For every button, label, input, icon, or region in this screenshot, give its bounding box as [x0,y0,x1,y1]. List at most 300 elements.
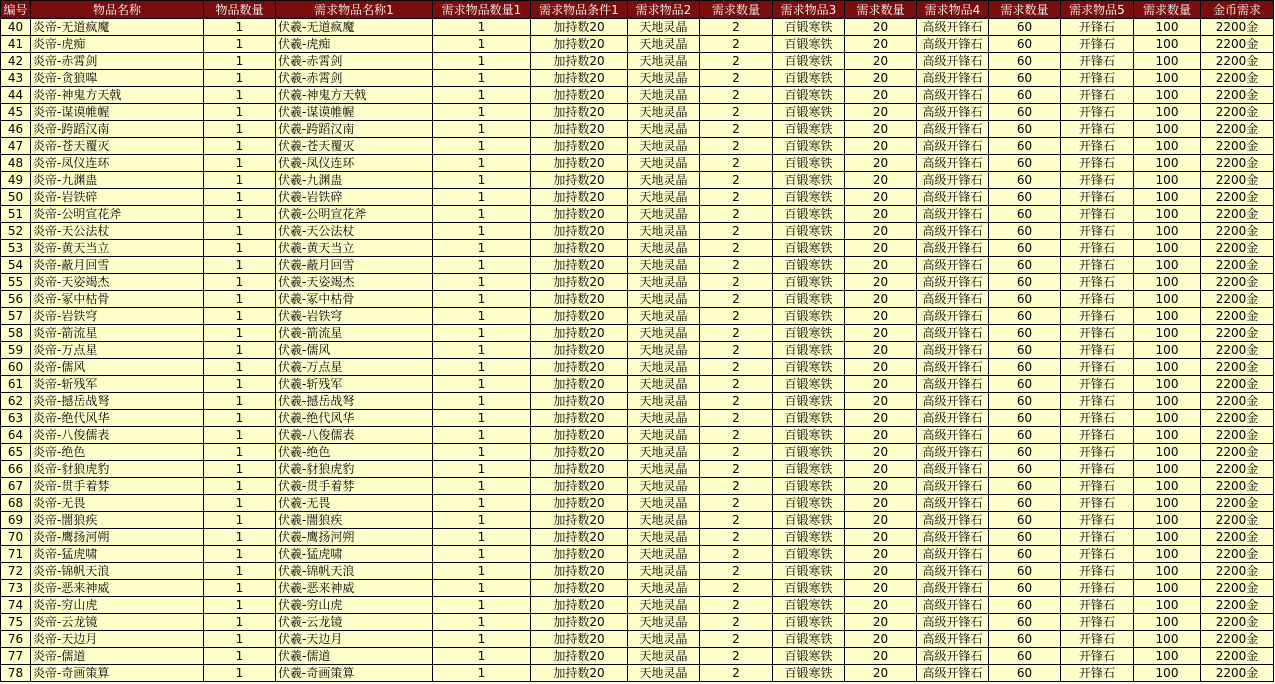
cell-req-item-5[interactable]: 开锋石 [1061,36,1134,53]
cell-req-qty-1[interactable]: 1 [433,240,531,257]
cell-req-item-5[interactable]: 开锋石 [1061,206,1134,223]
cell-item-name[interactable]: 炎帝-跨蹈汉南 [31,121,204,138]
cell-item-name[interactable]: 炎帝-岩铁碎 [31,189,204,206]
cell-req-qty-5[interactable]: 100 [1134,342,1201,359]
cell-gold[interactable]: 2200金 [1201,155,1274,172]
cell-req-qty-4[interactable]: 60 [989,121,1061,138]
cell-req-cond-1[interactable]: 加持数20 [531,257,628,274]
cell-req-cond-1[interactable]: 加持数20 [531,495,628,512]
cell-req-item-3[interactable]: 百锻寒铁 [773,155,845,172]
cell-id[interactable]: 64 [1,427,31,444]
cell-gold[interactable]: 2200金 [1201,87,1274,104]
cell-req-qty-2[interactable]: 2 [700,104,773,121]
cell-req-qty-3[interactable]: 20 [845,597,917,614]
cell-req-qty-4[interactable]: 60 [989,325,1061,342]
cell-req-item-5[interactable]: 开锋石 [1061,19,1134,36]
cell-item-qty[interactable]: 1 [204,648,276,665]
cell-req-item-5[interactable]: 开锋石 [1061,597,1134,614]
cell-req-qty-2[interactable]: 2 [700,410,773,427]
cell-req-item-2[interactable]: 天地灵晶 [628,427,700,444]
cell-req-qty-1[interactable]: 1 [433,70,531,87]
cell-req-qty-2[interactable]: 2 [700,291,773,308]
cell-req-qty-4[interactable]: 60 [989,631,1061,648]
cell-item-name[interactable]: 炎帝-九渊蛊 [31,172,204,189]
cell-req-item-2[interactable]: 天地灵晶 [628,240,700,257]
cell-req-item-4[interactable]: 高级开锋石 [917,308,989,325]
cell-req-qty-4[interactable]: 60 [989,614,1061,631]
cell-item-qty[interactable]: 1 [204,376,276,393]
cell-req-item-3[interactable]: 百锻寒铁 [773,104,845,121]
cell-item-name[interactable]: 炎帝-天边月 [31,631,204,648]
cell-req-qty-5[interactable]: 100 [1134,257,1201,274]
cell-req-item-1[interactable]: 伏羲-贯手着棼 [276,478,433,495]
cell-req-qty-5[interactable]: 100 [1134,19,1201,36]
cell-req-item-1[interactable]: 伏羲-赤霄剑 [276,53,433,70]
cell-req-qty-2[interactable]: 2 [700,308,773,325]
cell-req-qty-1[interactable]: 1 [433,631,531,648]
cell-req-qty-5[interactable]: 100 [1134,70,1201,87]
cell-req-item-3[interactable]: 百锻寒铁 [773,648,845,665]
cell-req-item-3[interactable]: 百锻寒铁 [773,189,845,206]
cell-id[interactable]: 40 [1,19,31,36]
cell-req-item-4[interactable]: 高级开锋石 [917,223,989,240]
cell-req-cond-1[interactable]: 加持数20 [531,529,628,546]
cell-req-item-2[interactable]: 天地灵晶 [628,70,700,87]
cell-req-qty-5[interactable]: 100 [1134,138,1201,155]
cell-item-name[interactable]: 炎帝-蔽月回雪 [31,257,204,274]
cell-req-item-3[interactable]: 百锻寒铁 [773,240,845,257]
cell-item-name[interactable]: 炎帝-黄天当立 [31,240,204,257]
cell-req-item-4[interactable]: 高级开锋石 [917,155,989,172]
cell-req-qty-1[interactable]: 1 [433,529,531,546]
cell-req-cond-1[interactable]: 加持数20 [531,325,628,342]
cell-req-item-1[interactable]: 伏羲-神鬼方天戟 [276,87,433,104]
cell-gold[interactable]: 2200金 [1201,580,1274,597]
cell-item-qty[interactable]: 1 [204,614,276,631]
cell-req-qty-3[interactable]: 20 [845,104,917,121]
cell-req-item-5[interactable]: 开锋石 [1061,563,1134,580]
cell-item-qty[interactable]: 1 [204,19,276,36]
cell-req-cond-1[interactable]: 加持数20 [531,53,628,70]
cell-req-qty-3[interactable]: 20 [845,189,917,206]
cell-item-name[interactable]: 炎帝-冢中枯骨 [31,291,204,308]
cell-req-qty-2[interactable]: 2 [700,614,773,631]
cell-req-item-3[interactable]: 百锻寒铁 [773,444,845,461]
cell-req-qty-2[interactable]: 2 [700,393,773,410]
cell-req-qty-1[interactable]: 1 [433,648,531,665]
cell-req-qty-2[interactable]: 2 [700,665,773,682]
cell-req-item-3[interactable]: 百锻寒铁 [773,138,845,155]
cell-req-item-4[interactable]: 高级开锋石 [917,257,989,274]
cell-req-item-5[interactable]: 开锋石 [1061,53,1134,70]
cell-req-item-3[interactable]: 百锻寒铁 [773,461,845,478]
cell-req-qty-3[interactable]: 20 [845,478,917,495]
cell-item-name[interactable]: 炎帝-穷山虎 [31,597,204,614]
cell-req-qty-2[interactable]: 2 [700,478,773,495]
cell-req-qty-3[interactable]: 20 [845,444,917,461]
cell-req-qty-4[interactable]: 60 [989,70,1061,87]
cell-req-item-4[interactable]: 高级开锋石 [917,274,989,291]
cell-req-qty-2[interactable]: 2 [700,138,773,155]
cell-req-item-2[interactable]: 天地灵晶 [628,342,700,359]
cell-gold[interactable]: 2200金 [1201,359,1274,376]
cell-req-qty-3[interactable]: 20 [845,138,917,155]
cell-id[interactable]: 67 [1,478,31,495]
cell-req-item-2[interactable]: 天地灵晶 [628,444,700,461]
cell-req-item-4[interactable]: 高级开锋石 [917,495,989,512]
column-header-req-item-4[interactable]: 需求物品4 [917,1,989,19]
cell-req-item-5[interactable]: 开锋石 [1061,138,1134,155]
cell-req-cond-1[interactable]: 加持数20 [531,291,628,308]
cell-gold[interactable]: 2200金 [1201,138,1274,155]
cell-req-qty-1[interactable]: 1 [433,546,531,563]
cell-req-item-3[interactable]: 百锻寒铁 [773,614,845,631]
cell-req-item-5[interactable]: 开锋石 [1061,223,1134,240]
cell-req-item-3[interactable]: 百锻寒铁 [773,223,845,240]
cell-id[interactable]: 52 [1,223,31,240]
cell-req-qty-5[interactable]: 100 [1134,648,1201,665]
column-header-req-qty-3[interactable]: 需求数量 [845,1,917,19]
cell-req-item-5[interactable]: 开锋石 [1061,172,1134,189]
cell-req-qty-2[interactable]: 2 [700,121,773,138]
cell-req-item-4[interactable]: 高级开锋石 [917,104,989,121]
cell-item-qty[interactable]: 1 [204,359,276,376]
cell-req-cond-1[interactable]: 加持数20 [531,206,628,223]
cell-item-name[interactable]: 炎帝-贪狼嗥 [31,70,204,87]
cell-req-qty-2[interactable]: 2 [700,495,773,512]
cell-req-item-1[interactable]: 伏羲-绝代风华 [276,410,433,427]
cell-req-item-1[interactable]: 伏羲-八俊儒表 [276,427,433,444]
cell-req-qty-2[interactable]: 2 [700,206,773,223]
cell-req-qty-1[interactable]: 1 [433,189,531,206]
cell-req-item-1[interactable]: 伏羲-黄天当立 [276,240,433,257]
cell-req-cond-1[interactable]: 加持数20 [531,563,628,580]
cell-req-qty-4[interactable]: 60 [989,104,1061,121]
cell-req-item-4[interactable]: 高级开锋石 [917,206,989,223]
cell-req-cond-1[interactable]: 加持数20 [531,546,628,563]
cell-req-item-4[interactable]: 高级开锋石 [917,580,989,597]
cell-req-item-4[interactable]: 高级开锋石 [917,342,989,359]
cell-req-item-4[interactable]: 高级开锋石 [917,427,989,444]
cell-req-item-3[interactable]: 百锻寒铁 [773,70,845,87]
cell-req-item-3[interactable]: 百锻寒铁 [773,512,845,529]
cell-gold[interactable]: 2200金 [1201,206,1274,223]
cell-req-item-3[interactable]: 百锻寒铁 [773,53,845,70]
cell-req-qty-5[interactable]: 100 [1134,495,1201,512]
cell-req-qty-3[interactable]: 20 [845,70,917,87]
cell-req-item-3[interactable]: 百锻寒铁 [773,36,845,53]
cell-gold[interactable]: 2200金 [1201,308,1274,325]
cell-req-qty-5[interactable]: 100 [1134,308,1201,325]
cell-req-item-1[interactable]: 伏羲-天边月 [276,631,433,648]
cell-req-item-2[interactable]: 天地灵晶 [628,172,700,189]
cell-req-item-2[interactable]: 天地灵晶 [628,461,700,478]
cell-req-qty-5[interactable]: 100 [1134,597,1201,614]
cell-req-item-5[interactable]: 开锋石 [1061,189,1134,206]
cell-req-cond-1[interactable]: 加持数20 [531,444,628,461]
cell-item-qty[interactable]: 1 [204,393,276,410]
cell-req-item-2[interactable]: 天地灵晶 [628,648,700,665]
cell-req-item-2[interactable]: 天地灵晶 [628,410,700,427]
cell-req-qty-3[interactable]: 20 [845,631,917,648]
cell-req-item-4[interactable]: 高级开锋石 [917,546,989,563]
cell-req-qty-4[interactable]: 60 [989,172,1061,189]
cell-item-qty[interactable]: 1 [204,104,276,121]
cell-req-qty-1[interactable]: 1 [433,512,531,529]
cell-req-cond-1[interactable]: 加持数20 [531,121,628,138]
column-header-id[interactable]: 编号 [1,1,31,19]
cell-req-item-5[interactable]: 开锋石 [1061,257,1134,274]
cell-req-qty-3[interactable]: 20 [845,376,917,393]
cell-req-cond-1[interactable]: 加持数20 [531,376,628,393]
cell-req-qty-2[interactable]: 2 [700,529,773,546]
cell-gold[interactable]: 2200金 [1201,342,1274,359]
cell-req-qty-5[interactable]: 100 [1134,563,1201,580]
cell-gold[interactable]: 2200金 [1201,240,1274,257]
cell-req-qty-5[interactable]: 100 [1134,512,1201,529]
cell-req-item-5[interactable]: 开锋石 [1061,427,1134,444]
cell-gold[interactable]: 2200金 [1201,325,1274,342]
cell-req-qty-5[interactable]: 100 [1134,172,1201,189]
cell-req-qty-5[interactable]: 100 [1134,325,1201,342]
cell-item-name[interactable]: 炎帝-绝色 [31,444,204,461]
cell-req-item-3[interactable]: 百锻寒铁 [773,342,845,359]
cell-req-cond-1[interactable]: 加持数20 [531,427,628,444]
cell-req-qty-2[interactable]: 2 [700,597,773,614]
cell-req-item-1[interactable]: 伏羲-冢中枯骨 [276,291,433,308]
cell-req-qty-2[interactable]: 2 [700,546,773,563]
cell-req-item-1[interactable]: 伏羲-无道疯魔 [276,19,433,36]
cell-gold[interactable]: 2200金 [1201,70,1274,87]
cell-req-qty-3[interactable]: 20 [845,614,917,631]
cell-req-item-3[interactable]: 百锻寒铁 [773,597,845,614]
cell-item-name[interactable]: 炎帝-苍天覆灭 [31,138,204,155]
cell-req-item-2[interactable]: 天地灵晶 [628,291,700,308]
cell-req-qty-5[interactable]: 100 [1134,223,1201,240]
cell-item-qty[interactable]: 1 [204,631,276,648]
cell-req-item-1[interactable]: 伏羲-鹰扬河朔 [276,529,433,546]
cell-item-name[interactable]: 炎帝-无畏 [31,495,204,512]
cell-req-qty-5[interactable]: 100 [1134,461,1201,478]
cell-gold[interactable]: 2200金 [1201,104,1274,121]
cell-gold[interactable]: 2200金 [1201,257,1274,274]
cell-req-qty-3[interactable]: 20 [845,563,917,580]
cell-req-qty-2[interactable]: 2 [700,648,773,665]
cell-gold[interactable]: 2200金 [1201,461,1274,478]
cell-req-item-3[interactable]: 百锻寒铁 [773,325,845,342]
cell-item-qty[interactable]: 1 [204,444,276,461]
cell-req-qty-4[interactable]: 60 [989,597,1061,614]
cell-req-item-3[interactable]: 百锻寒铁 [773,393,845,410]
column-header-item-qty[interactable]: 物品数量 [204,1,276,19]
cell-req-qty-5[interactable]: 100 [1134,631,1201,648]
cell-req-item-2[interactable]: 天地灵晶 [628,393,700,410]
cell-req-item-4[interactable]: 高级开锋石 [917,121,989,138]
cell-req-item-5[interactable]: 开锋石 [1061,308,1134,325]
cell-req-item-2[interactable]: 天地灵晶 [628,512,700,529]
cell-gold[interactable]: 2200金 [1201,529,1274,546]
cell-req-item-5[interactable]: 开锋石 [1061,376,1134,393]
cell-gold[interactable]: 2200金 [1201,223,1274,240]
column-header-req-qty-5[interactable]: 需求数量 [1134,1,1201,19]
cell-req-item-1[interactable]: 伏羲-箭流星 [276,325,433,342]
cell-gold[interactable]: 2200金 [1201,376,1274,393]
cell-req-qty-1[interactable]: 1 [433,257,531,274]
cell-req-item-2[interactable]: 天地灵晶 [628,274,700,291]
cell-item-name[interactable]: 炎帝-绝代风华 [31,410,204,427]
cell-item-qty[interactable]: 1 [204,563,276,580]
cell-req-qty-5[interactable]: 100 [1134,104,1201,121]
cell-req-qty-4[interactable]: 60 [989,410,1061,427]
cell-item-name[interactable]: 炎帝-恶来神威 [31,580,204,597]
cell-id[interactable]: 65 [1,444,31,461]
cell-gold[interactable]: 2200金 [1201,546,1274,563]
cell-req-qty-1[interactable]: 1 [433,291,531,308]
cell-id[interactable]: 71 [1,546,31,563]
cell-id[interactable]: 75 [1,614,31,631]
cell-req-item-4[interactable]: 高级开锋石 [917,512,989,529]
cell-req-qty-1[interactable]: 1 [433,478,531,495]
cell-req-qty-1[interactable]: 1 [433,87,531,104]
cell-item-qty[interactable]: 1 [204,240,276,257]
cell-req-item-5[interactable]: 开锋石 [1061,546,1134,563]
cell-req-qty-3[interactable]: 20 [845,359,917,376]
cell-req-cond-1[interactable]: 加持数20 [531,36,628,53]
cell-req-item-4[interactable]: 高级开锋石 [917,478,989,495]
cell-item-qty[interactable]: 1 [204,257,276,274]
cell-req-qty-3[interactable]: 20 [845,512,917,529]
cell-req-item-5[interactable]: 开锋石 [1061,461,1134,478]
cell-req-qty-5[interactable]: 100 [1134,478,1201,495]
cell-item-qty[interactable]: 1 [204,53,276,70]
cell-item-qty[interactable]: 1 [204,325,276,342]
cell-req-item-1[interactable]: 伏羲-跨蹈汉南 [276,121,433,138]
cell-req-item-2[interactable]: 天地灵晶 [628,223,700,240]
cell-req-item-3[interactable]: 百锻寒铁 [773,529,845,546]
cell-req-qty-2[interactable]: 2 [700,342,773,359]
cell-item-qty[interactable]: 1 [204,427,276,444]
cell-req-item-4[interactable]: 高级开锋石 [917,410,989,427]
cell-req-qty-3[interactable]: 20 [845,240,917,257]
cell-gold[interactable]: 2200金 [1201,665,1274,682]
cell-req-qty-3[interactable]: 20 [845,546,917,563]
cell-gold[interactable]: 2200金 [1201,393,1274,410]
cell-id[interactable]: 66 [1,461,31,478]
cell-gold[interactable]: 2200金 [1201,444,1274,461]
cell-req-qty-3[interactable]: 20 [845,495,917,512]
cell-req-item-2[interactable]: 天地灵晶 [628,597,700,614]
cell-req-qty-1[interactable]: 1 [433,53,531,70]
cell-req-item-3[interactable]: 百锻寒铁 [773,121,845,138]
cell-item-qty[interactable]: 1 [204,36,276,53]
column-header-gold[interactable]: 金币需求 [1201,1,1274,19]
cell-req-item-5[interactable]: 开锋石 [1061,104,1134,121]
cell-req-qty-2[interactable]: 2 [700,189,773,206]
column-header-req-qty-1[interactable]: 需求物品数量1 [433,1,531,19]
cell-req-qty-1[interactable]: 1 [433,308,531,325]
cell-req-item-1[interactable]: 伏羲-闇狼疾 [276,512,433,529]
cell-req-qty-1[interactable]: 1 [433,410,531,427]
cell-id[interactable]: 62 [1,393,31,410]
cell-req-item-5[interactable]: 开锋石 [1061,631,1134,648]
cell-req-qty-4[interactable]: 60 [989,206,1061,223]
cell-req-cond-1[interactable]: 加持数20 [531,393,628,410]
cell-req-item-4[interactable]: 高级开锋石 [917,53,989,70]
cell-item-name[interactable]: 炎帝-儒道 [31,648,204,665]
cell-gold[interactable]: 2200金 [1201,427,1274,444]
cell-req-item-1[interactable]: 伏羲-岩铁穹 [276,308,433,325]
cell-req-qty-4[interactable]: 60 [989,444,1061,461]
cell-gold[interactable]: 2200金 [1201,563,1274,580]
cell-req-item-3[interactable]: 百锻寒铁 [773,563,845,580]
cell-req-item-3[interactable]: 百锻寒铁 [773,631,845,648]
cell-id[interactable]: 74 [1,597,31,614]
cell-gold[interactable]: 2200金 [1201,512,1274,529]
cell-req-qty-2[interactable]: 2 [700,87,773,104]
cell-req-qty-4[interactable]: 60 [989,359,1061,376]
cell-id[interactable]: 54 [1,257,31,274]
cell-req-item-1[interactable]: 伏羲-谋谟帷幄 [276,104,433,121]
cell-req-item-2[interactable]: 天地灵晶 [628,19,700,36]
cell-id[interactable]: 78 [1,665,31,682]
cell-req-item-5[interactable]: 开锋石 [1061,155,1134,172]
cell-gold[interactable]: 2200金 [1201,19,1274,36]
cell-req-item-2[interactable]: 天地灵晶 [628,189,700,206]
cell-req-qty-3[interactable]: 20 [845,121,917,138]
cell-req-qty-5[interactable]: 100 [1134,87,1201,104]
cell-req-qty-5[interactable]: 100 [1134,240,1201,257]
cell-req-item-1[interactable]: 伏羲-斩残军 [276,376,433,393]
cell-req-qty-4[interactable]: 60 [989,53,1061,70]
cell-req-cond-1[interactable]: 加持数20 [531,87,628,104]
cell-req-qty-3[interactable]: 20 [845,291,917,308]
cell-req-qty-5[interactable]: 100 [1134,444,1201,461]
cell-gold[interactable]: 2200金 [1201,495,1274,512]
cell-req-qty-4[interactable]: 60 [989,580,1061,597]
cell-gold[interactable]: 2200金 [1201,121,1274,138]
cell-req-qty-4[interactable]: 60 [989,393,1061,410]
column-header-req-cond-1[interactable]: 需求物品条件1 [531,1,628,19]
column-header-item-name[interactable]: 物品名称 [31,1,204,19]
cell-req-cond-1[interactable]: 加持数20 [531,597,628,614]
cell-req-qty-2[interactable]: 2 [700,461,773,478]
cell-req-qty-2[interactable]: 2 [700,376,773,393]
cell-req-item-1[interactable]: 伏羲-凤仪连环 [276,155,433,172]
cell-req-qty-3[interactable]: 20 [845,36,917,53]
cell-gold[interactable]: 2200金 [1201,53,1274,70]
cell-req-item-5[interactable]: 开锋石 [1061,291,1134,308]
cell-req-item-4[interactable]: 高级开锋石 [917,70,989,87]
cell-item-name[interactable]: 炎帝-万点星 [31,342,204,359]
cell-req-qty-2[interactable]: 2 [700,427,773,444]
cell-req-cond-1[interactable]: 加持数20 [531,189,628,206]
cell-req-qty-1[interactable]: 1 [433,121,531,138]
cell-req-qty-2[interactable]: 2 [700,240,773,257]
cell-req-item-2[interactable]: 天地灵晶 [628,631,700,648]
cell-req-qty-5[interactable]: 100 [1134,529,1201,546]
cell-req-item-1[interactable]: 伏羲-赤霄剑 [276,70,433,87]
cell-req-item-1[interactable]: 伏羲-公明宣花斧 [276,206,433,223]
cell-req-item-4[interactable]: 高级开锋石 [917,240,989,257]
cell-gold[interactable]: 2200金 [1201,614,1274,631]
cell-req-qty-3[interactable]: 20 [845,308,917,325]
cell-item-qty[interactable]: 1 [204,172,276,189]
cell-id[interactable]: 42 [1,53,31,70]
cell-item-name[interactable]: 炎帝-岩铁穹 [31,308,204,325]
cell-req-item-2[interactable]: 天地灵晶 [628,87,700,104]
cell-req-item-1[interactable]: 伏羲-苍天覆灭 [276,138,433,155]
cell-req-item-1[interactable]: 伏羲-云龙镜 [276,614,433,631]
